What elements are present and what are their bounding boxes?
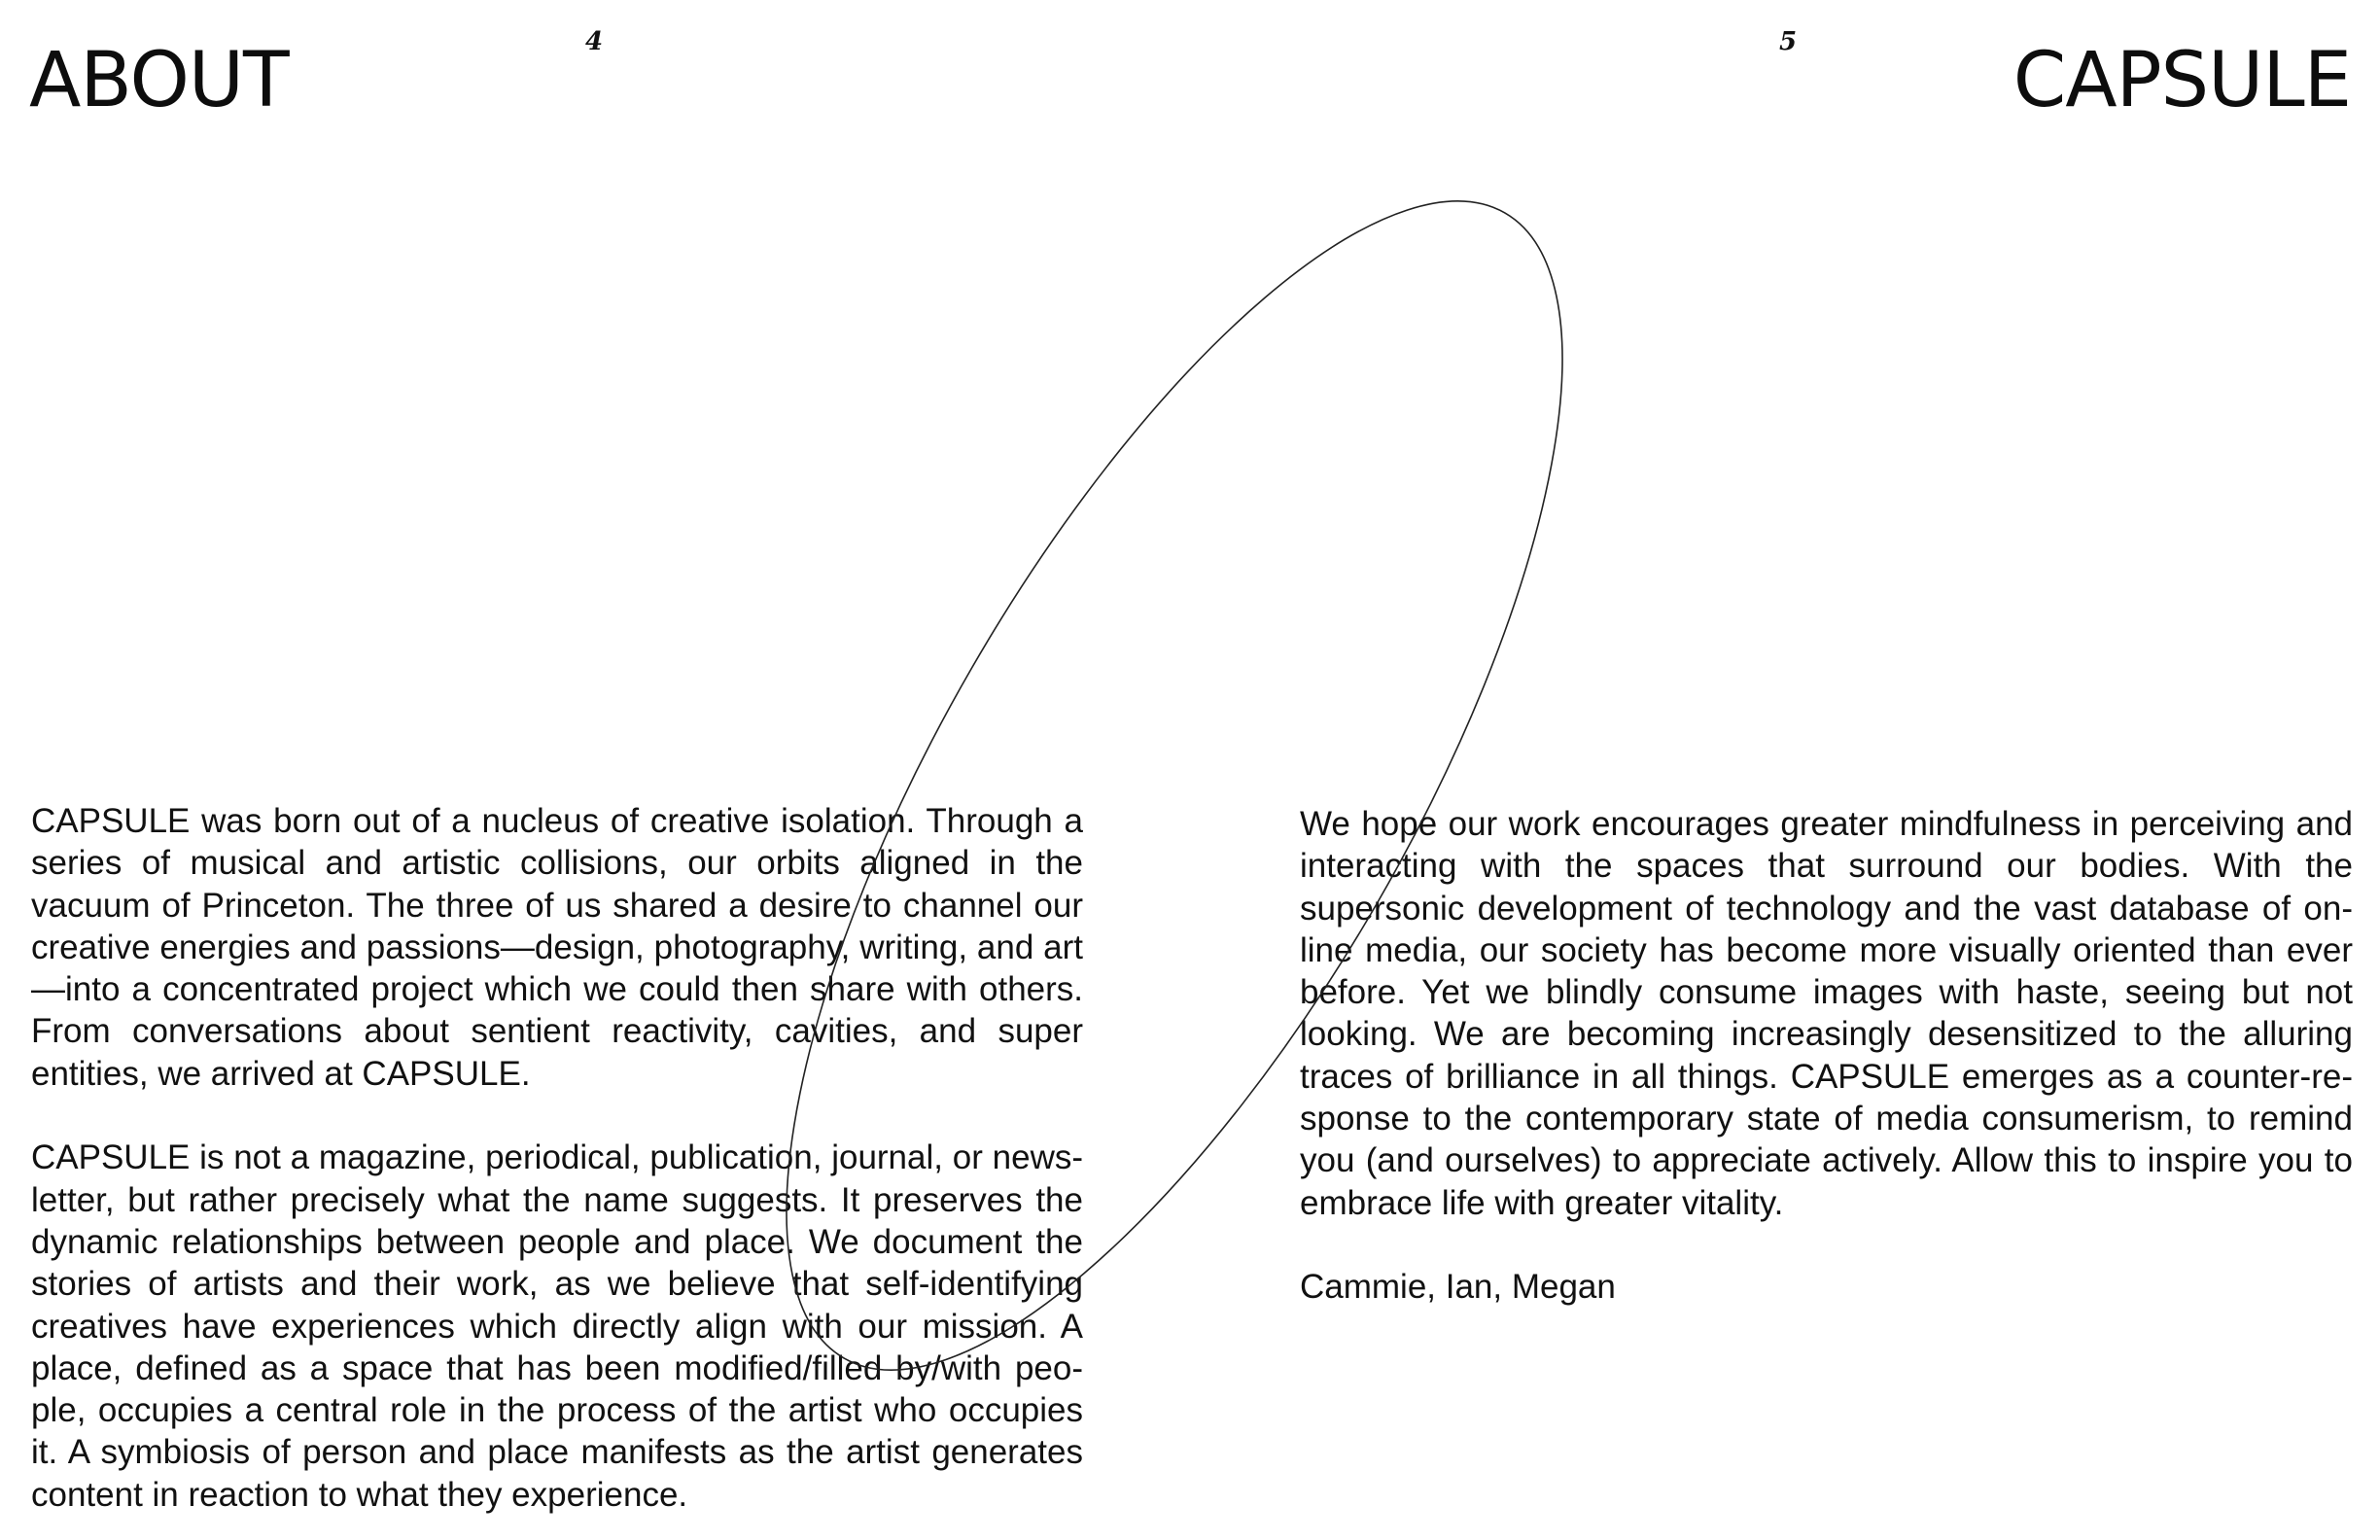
signature: Cammie, Ian, Megan	[1300, 1268, 1616, 1307]
about-paragraph-1: CAPSULE was born out of a nucleus of creative isolation. Through a series of musical and artistic collisions, our orbits aligned in the vacuum of Princeton. The three of us shared a desire to channel our creative energies and passions—design, photography, writing, and art—into a concentrated project which we could then share with others. From conversations about sentient reactivity, cavities, and super entities, we arrived at CAPSULE.	[31, 802, 1083, 1093]
left-page-number: 4	[585, 27, 604, 56]
about-paragraph-2: CAPSULE is not a magazine, periodical, publication, journal, or newsletter, but rather precisely what the name suggests. It preserves the dynamic relationships between people and place. We document the stories of artists and their work, as we believe that self-identifying creatives have experiences which directly align with our mission. A place, defined as a space that has been modified/filled by/with people, occupies a central role in the process of the artist who occupies it. A symbiosis of person and place manifests as the artist generates content in reaction to what they experience.	[31, 1138, 1083, 1514]
right-body-column	[1300, 803, 2353, 1309]
right-page-heading: CAPSULE	[2012, 37, 2351, 124]
left-page-heading: ABOUT	[29, 37, 289, 124]
mission-paragraph: We hope our work encourages greater mindfulness in perceiving and interacting with the spaces that surround our bodies. With the supersonic development of technology and the vast database of online media, our society has become more visually oriented than ever before. Yet we blindly consume images with haste, seeing but not looking. We are becoming increasingly desensitized to the alluring traces of brilliance in all things. CAPSULE emerges as a counter-response to the contemporary state of media consumerism, to remind you (and ourselves) to appreciate actively. Allow this to inspire you to embrace life with greater vitality.	[1300, 805, 2353, 1222]
right-page-number: 5	[1779, 27, 1798, 56]
left-body-column	[31, 800, 1083, 1516]
